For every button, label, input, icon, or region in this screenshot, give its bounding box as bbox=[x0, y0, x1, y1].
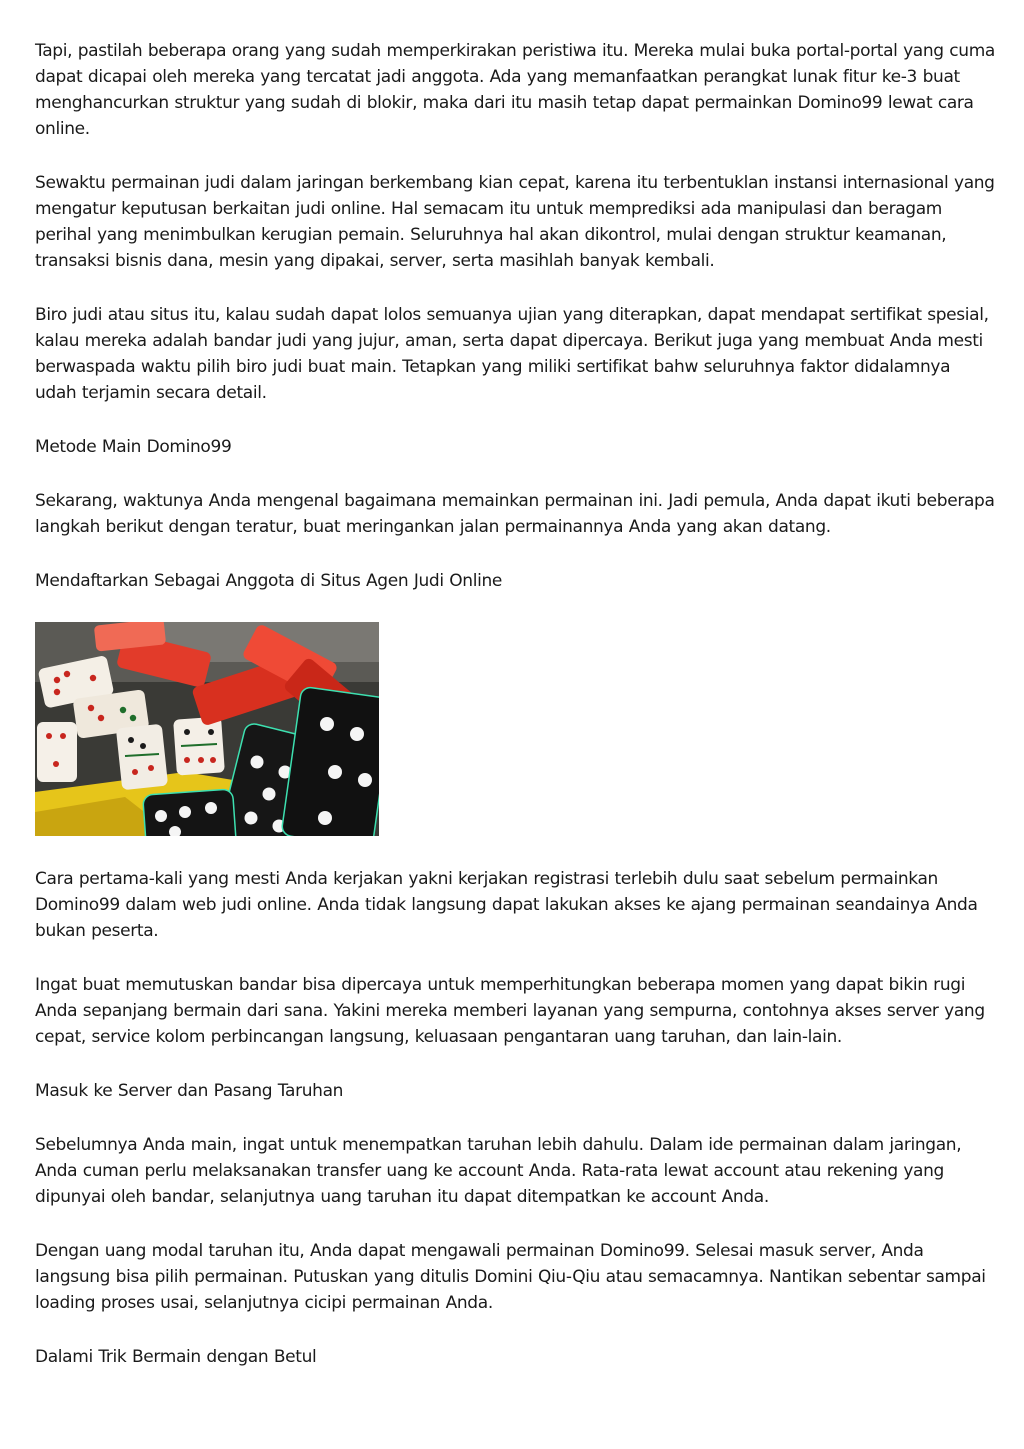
paragraph-place-bet: Sebelumnya Anda main, ingat untuk menempatkan taruhan lebih dahulu. Dalam ide permainan dalam jaringan, Anda cuman perlu melaksanakan transfer uang ke account Anda. Rata-rata lewat account atau rekening yang dipunyai oleh bandar, selanjutnya uang taruhan itu dapat ditempatkan ke account Anda. bbox=[35, 1135, 962, 1207]
paragraph-trusted-dealer: Ingat buat memutuskan bandar bisa dipercaya untuk memperhitungkan beberapa momen yang dapat bikin rugi Anda sepanjang bermain dari sana. Yakini mereka memberi layanan yang sempurna, contohnya akses server yang cepat, service kolom perbincangan langsung, keluasaan pengantaran uang taruhan, dan lain-lain. bbox=[35, 975, 985, 1047]
domino-tiles-image bbox=[35, 622, 379, 836]
section-heading-server-bet: Masuk ke Server dan Pasang Taruhan bbox=[35, 1081, 344, 1101]
document-page bbox=[35, 38, 995, 1370]
paragraph-certification: Biro judi atau situs itu, kalau sudah dapat lolos semuanya ujian yang diterapkan, dapat mendapat sertifikat spesial, kalau mereka adalah bandar judi yang jujur, aman, serta dapat dipercaya. Berikut juga yang membuat Anda mesti berwaspada waktu pilih biro judi buat main. Tetapkan yang miliki sertifikat bahw seluruhnya faktor didalamnya udah terjamin secara detail. bbox=[35, 305, 989, 403]
paragraph-intro: Tapi, pastilah beberapa orang yang sudah memperkirakan peristiwa itu. Mereka mulai buka portal-portal yang cuma dapat dicapai oleh mereka yang tercatat jadi anggota. Ada yang memanfaatkan perangkat lunak fitur ke-3 buat menghancurkan struktur yang sudah di blokir, maka dari itu masih tetap dapat permainkan Domino99 lewat cara online. bbox=[35, 41, 995, 139]
paragraph-international-regulation: Sewaktu permainan judi dalam jaringan berkembang kian cepat, karena itu terbentuklan instansi internasional yang mengatur keputusan berkaitan judi online. Hal semacam itu untuk memprediksi ada manipulasi dan beragam perihal yang menimbulkan kerugian pemain. Seluruhnya hal akan dikontrol, mulai dengan struktur keamanan, transaksi bisnis dana, mesin yang dipakai, server, serta masihlah banyak kembali. bbox=[35, 173, 995, 271]
paragraph-start-game: Dengan uang modal taruhan itu, Anda dapat mengawali permainan Domino99. Selesai masuk server, Anda langsung bisa pilih permainan. Putuskan yang ditulis Domini Qiu-Qiu atau semacamnya. Nantikan sebentar sampai loading proses usai, selanjutnya cicipi permainan Anda. bbox=[35, 1241, 986, 1313]
section-heading-register: Mendaftarkan Sebagai Anggota di Situs Agen Judi Online bbox=[35, 571, 503, 591]
section-heading-method: Metode Main Domino99 bbox=[35, 437, 232, 457]
section-heading-tricks: Dalami Trik Bermain dengan Betul bbox=[35, 1347, 317, 1367]
paragraph-registration: Cara pertama-kali yang mesti Anda kerjakan yakni kerjakan registrasi terlebih dulu saat sebelum permainkan Domino99 dalam web judi online. Anda tidak langsung dapat lakukan akses ke ajang permainan seandainya Anda bukan peserta. bbox=[35, 869, 978, 941]
paragraph-how-to-play: Sekarang, waktunya Anda mengenal bagaimana memainkan permainan ini. Jadi pemula, Anda dapat ikuti beberapa langkah berikut dengan teratur, buat meringankan jalan permainannya Anda yang akan datang. bbox=[35, 491, 995, 537]
